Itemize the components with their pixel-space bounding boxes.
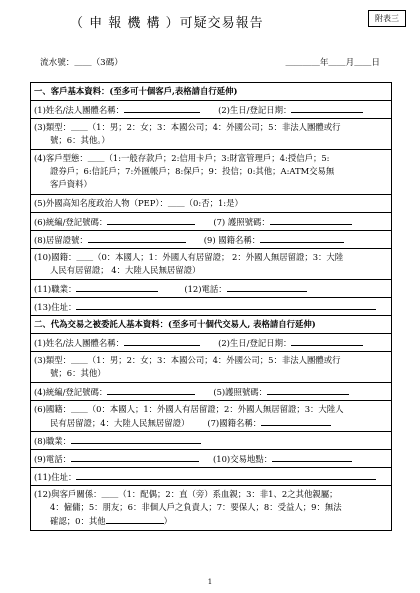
s1-passport-label: (7) 護照號碼： [213, 217, 270, 227]
s2-nationality-row [31, 400, 391, 431]
s2-job-label: (8)職業： [34, 436, 71, 446]
s2-type-line1: (3)類型：＿＿（1：男；2：女；3：本國公司；4：外國公司；5：非法人團體或行 [34, 355, 341, 365]
s2-relation-row: (12)與客戶關係：＿＿（1：配偶；2：直（旁）系血親；3：非1、2之其他親屬； 4：僱傭；5：朋友；6：非個人戶之負責人；7：要保人；8：受益人；9：無法 確認；0：其他 ） [31, 485, 391, 530]
s1-cust-type-row [31, 149, 391, 194]
s2-phone-row [31, 449, 391, 467]
s1-job-field[interactable] [76, 282, 158, 292]
s1-passport-field[interactable] [270, 215, 352, 225]
s2-relation-other-field[interactable] [106, 514, 164, 524]
s2-birth-field[interactable] [291, 336, 363, 346]
report-date: ＿＿＿＿年＿＿月＿＿日 [285, 58, 380, 68]
serial-number: 流水號：＿＿（3碼） [40, 58, 123, 68]
s1-residence-label: (8)居留證號： [34, 235, 88, 245]
s2-passport-label: (5)護照號碼： [213, 387, 268, 397]
s1-nation-name-field[interactable] [260, 233, 344, 243]
s1-phone-field[interactable] [227, 282, 307, 292]
s2-nationality-line2: 民有居留證；4：大陸人民無居留證） [50, 418, 190, 428]
section2-title: 二、代為交易之被委託人基本資料：(至多可十個代交易人, 表格請自行延伸) [31, 315, 391, 333]
s2-birth-label: (2)生日/登記日期： [218, 338, 292, 348]
s1-address-label: (13)住址： [34, 302, 77, 312]
s2-job-field[interactable] [71, 434, 201, 444]
s2-nation-name-label: (7)國籍名稱： [207, 418, 262, 428]
s1-pep-row: (5)外國高知名度政治人物（PEP）：＿＿（0:否；1:是） [31, 194, 391, 212]
s1-type-line1: (3)類型：＿＿（1：男；2：女；3：本國公司；4：外國公司；5：非法人團體或行 [34, 122, 341, 132]
report-form [30, 82, 392, 531]
s2-nationality-line1: (6)國籍：＿＿（0：本國人；1：外國人有居留證；2：外國人無居留證；3：大陸人 [34, 404, 344, 414]
s2-phone-label: (9)電話： [34, 454, 71, 464]
s1-id-row [31, 212, 391, 230]
s2-relation-line3: 確認；0：其他 [50, 516, 106, 526]
s1-type-row [31, 118, 391, 149]
s2-id-label: (4)統編/登記號碼： [34, 387, 108, 397]
s2-address-label: (11)住址： [34, 472, 77, 482]
s2-address-row [31, 467, 391, 485]
s1-residence-field[interactable] [88, 233, 186, 243]
s1-birth-field[interactable] [291, 103, 363, 113]
s1-cust-type-line1: (4)客戶型態：＿＿（1:一般存款戶；2:信用卡戶；3:財富管理戶；4:授信戶；5: [34, 153, 330, 163]
s2-type-row [31, 351, 391, 382]
s1-address-field[interactable] [76, 300, 376, 310]
s1-type-line2: 號；6：其他。） [50, 135, 110, 145]
s1-job-row [31, 279, 391, 297]
s2-name-field[interactable] [124, 336, 200, 346]
attachment-label: 附表三 [368, 10, 406, 27]
s1-nationality-row [31, 248, 391, 279]
page-title: （ 申 報 機 構 ）可疑交易報告 [70, 16, 264, 31]
s1-residence-row [31, 230, 391, 248]
s2-job-row [31, 431, 391, 449]
s2-nation-name-field[interactable] [261, 416, 331, 426]
s2-name-row [31, 333, 391, 351]
s2-address-field[interactable] [76, 470, 376, 480]
s1-id-field[interactable] [107, 215, 195, 225]
s1-cust-type-line3: 客戶資料） [50, 179, 92, 189]
s2-relation-line1: (12)與客戶關係：＿＿（1：配偶；2：直（旁）系血親；3：非1、2之其他親屬； [34, 489, 338, 499]
s1-nation-name-label: (9) 國籍名稱： [203, 235, 261, 245]
s2-location-field[interactable] [272, 452, 352, 462]
s1-phone-label: (12)電話： [184, 284, 227, 294]
s1-nationality-line2: 人民有居留證； 4：大陸人民無居留證） [50, 265, 201, 275]
s1-address-row [31, 297, 391, 315]
s1-job-label: (11)職業： [34, 284, 77, 294]
s2-id-row [31, 382, 391, 400]
s1-birth-label: (2)生日/登記日期： [218, 105, 292, 115]
s2-name-label: (1)姓名/法人團體名稱： [34, 338, 125, 348]
page-number: 1 [207, 578, 213, 586]
s1-id-label: (6)統編/登記號碼： [34, 217, 108, 227]
section1-title: 一、客戶基本資料：(至多可十個客戶,表格請自行延伸) [34, 86, 238, 96]
s2-location-label: (10)交易地點： [213, 454, 273, 464]
s2-type-line2: 號；6：其他） [50, 368, 106, 378]
s2-id-field[interactable] [107, 385, 195, 395]
s1-name-field[interactable] [124, 103, 200, 113]
s1-nationality-line1: (10)國籍：＿＿（0：本國人；1：外國人有居留證； 2：外國人無居留證；3：大陸 [34, 252, 344, 262]
s1-name-label: (1)姓名/法人團體名稱： [34, 105, 125, 115]
s2-relation-line2: 4：僱傭；5：朋友；6：非個人戶之負責人；7：要保人；8：受益人；9：無法 [50, 502, 342, 512]
s2-passport-field[interactable] [267, 385, 349, 395]
s1-name-row [31, 100, 391, 118]
s2-phone-field[interactable] [71, 452, 199, 462]
s1-cust-type-line2: 證券戶；6:信託戶；7:外匯帳戶；8:保戶；9：投信；0:其他；A:ATM交易無 [50, 166, 335, 176]
